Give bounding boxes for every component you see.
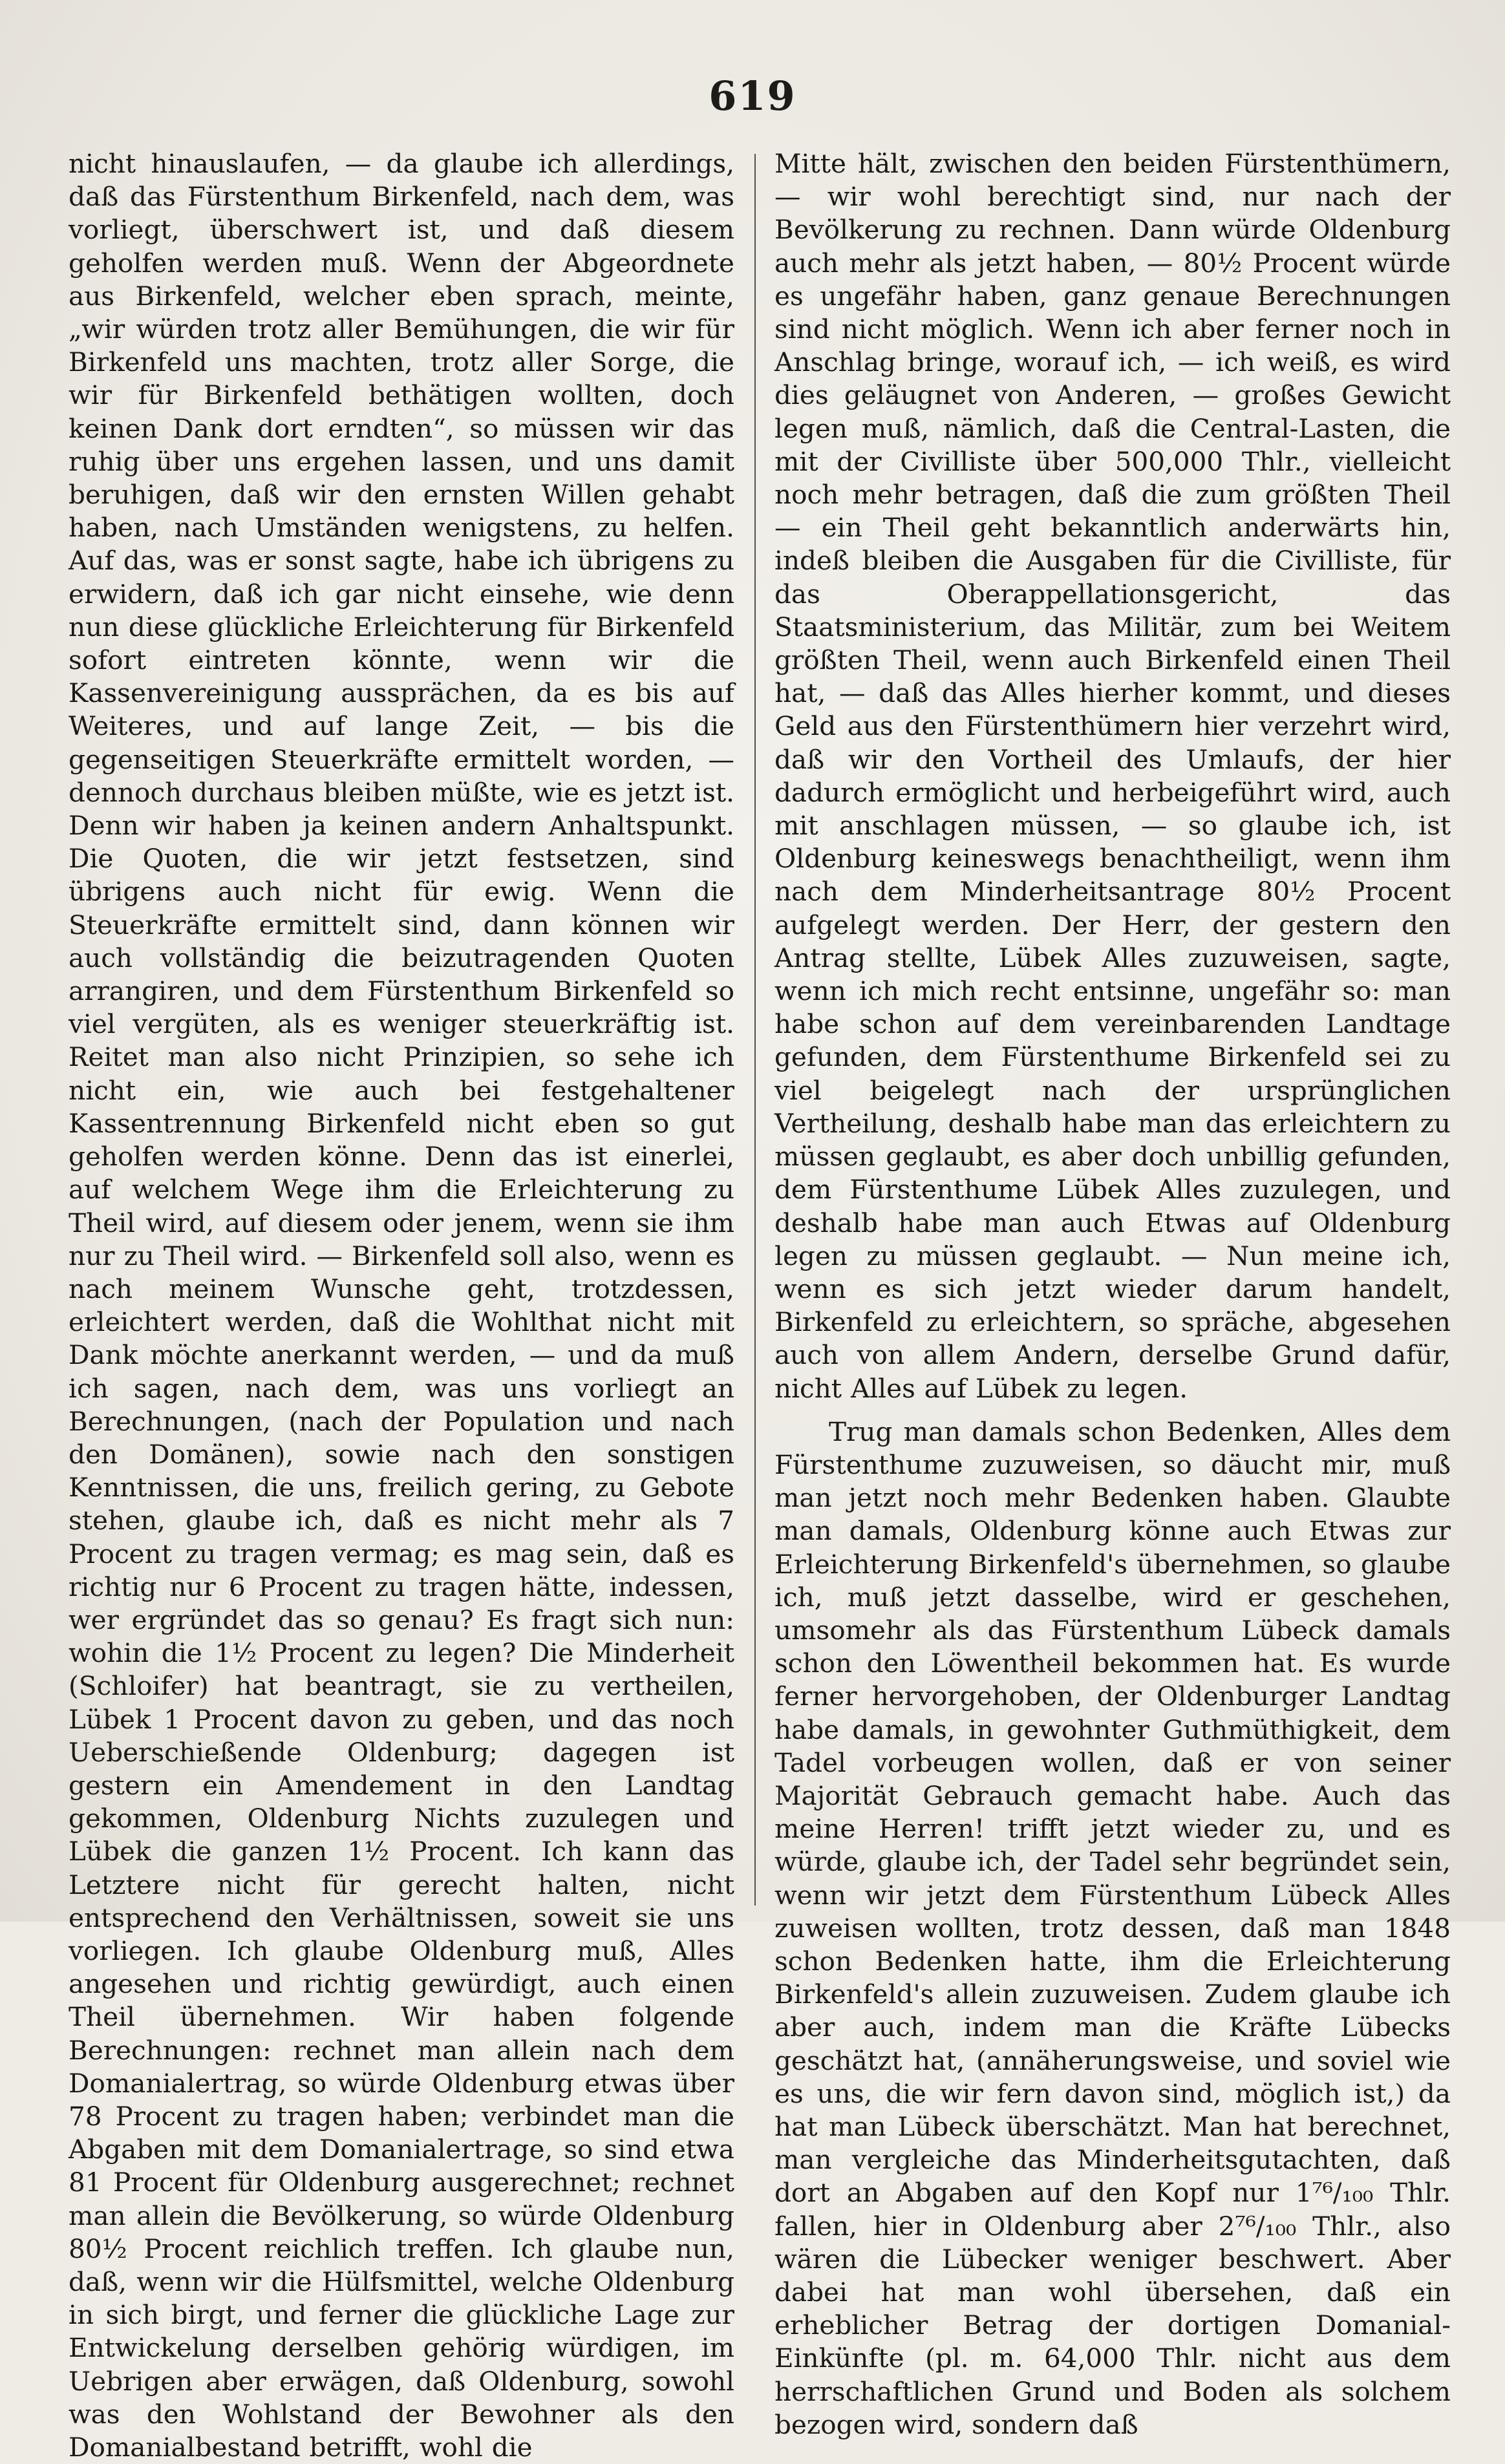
left-column xyxy=(69,147,734,2464)
right-column xyxy=(774,147,1451,2441)
right-paragraph-1: Mitte hält, zwischen den beiden Fürstenthümern, — wir wohl berechtigt sind, nur nach der Bevölkerung zu rechnen. Dann würde Oldenburg auch mehr als jetzt haben, — 80½ Procent würde es ungefähr haben, ganz genaue Berechnungen sind nicht möglich. Wenn ich aber ferner noch in Anschlag bringe, worauf ich, — ich weiß, es wird dies geläugnet von Anderen, — großes Gewicht legen muß, nämlich, daß die Central-Lasten, die mit der Civilliste über 500,000 Thlr., vielleicht noch mehr betragen, daß die zum größten Theil — ein Theil geht bekanntlich anderwärts hin, indeß bleiben die Ausgaben für die Civilliste, für das Oberappellationsgericht, das Staatsministerium, das Militär, zum bei Weitem größten Theil, wenn auch Birkenfeld einen Theil hat, — daß das Alles hierher kommt, und dieses Geld aus den Fürstenthümern hier verzehrt wird, daß wir den Vortheil des Umlaufs, der hier dadurch ermöglicht und herbeigeführt wird, auch mit anschlagen müssen, — so glaube ich, ist Oldenburg keineswegs benachtheiligt, wenn ihm nach dem Minderheitsantrage 80½ Procent aufgelegt werden. Der Herr, der gestern den Antrag stellte, Lübek Alles zuzuweisen, sagte, wenn ich mich recht entsinne, ungefähr so: man habe schon auf dem vereinbarenden Landtage gefunden, dem Fürstenthume Birkenfeld sei zu viel beigelegt nach der ursprünglichen Vertheilung, deshalb habe man das erleichtern zu müssen geglaubt, es aber doch unbillig gefunden, dem Fürstenthume Lübek Alles zuzulegen, und deshalb habe man auch Etwas auf Oldenburg legen zu müssen geglaubt. — Nun meine ich, wenn es sich jetzt wieder darum handelt, Birkenfeld zu erleichtern, so spräche, abgesehen auch von allem Andern, derselbe Grund dafür, nicht Alles auf Lübek zu legen. xyxy=(774,148,1451,1404)
left-paragraph-1: nicht hinauslaufen, — da glaube ich allerdings, daß das Fürstenthum Birkenfeld, nach dem, was vorliegt, überschwert ist, und daß diesem geholfen werden muß. Wenn der Abgeordnete aus Birkenfeld, welcher eben sprach, meinte, „wir würden trotz aller Bemühungen, die wir für Birkenfeld uns machten, trotz aller Sorge, die wir für Birkenfeld bethätigen wollten, doch keinen Dank dort erndten“, so müssen wir das ruhig über uns ergehen lassen, und uns damit beruhigen, daß wir den ernsten Willen gehabt haben, nach Umständen wenigstens, zu helfen. Auf das, was er sonst sagte, habe ich übrigens zu erwidern, daß ich gar nicht einsehe, wie denn nun diese glückliche Erleichterung für Birkenfeld sofort eintreten könnte, wenn wir die Kassenvereinigung aussprächen, da es bis auf Weiteres, und auf lange Zeit, — bis die gegenseitigen Steuerkräfte ermittelt worden, — dennoch durchaus bleiben müßte, wie es jetzt ist. Denn wir haben ja keinen andern Anhaltspunkt. Die Quoten, die wir jetzt festsetzen, sind übrigens auch nicht für ewig. Wenn die Steuerkräfte ermittelt sind, dann können wir auch vollständig die beizutragenden Quoten arrangiren, und dem Fürstenthum Birkenfeld so viel vergüten, als es weniger steuerkräftig ist. Reitet man also nicht Prinzipien, so sehe ich nicht ein, wie auch bei festgehaltener Kassentrennung Birkenfeld nicht eben so gut geholfen werden könne. Denn das ist einerlei, auf welchem Wege ihm die Erleichterung zu Theil wird, auf diesem oder jenem, wenn sie ihm nur zu Theil wird. — Birkenfeld soll also, wenn es nach meinem Wunsche geht, trotzdessen, erleichtert werden, daß die Wohlthat nicht mit Dank möchte anerkannt werden, — und da muß ich sagen, nach dem, was uns vorliegt an Berechnungen, (nach der Population und nach den Domänen), sowie nach den sonstigen Kenntnissen, die uns, freilich gering, zu Gebote stehen, glaube ich, daß es nicht mehr als 7 Procent zu tragen vermag; es mag sein, daß es richtig nur 6 Procent zu tragen hätte, indessen, wer ergründet das so genau? Es fragt sich nun: wohin die 1½ Procent zu legen? Die Minderheit (Schloifer) hat beantragt, sie zu vertheilen, Lübek 1 Procent davon zu geben, und das noch Ueberschießende Oldenburg; dagegen ist gestern ein Amendement in den Landtag gekommen, Oldenburg Nichts zuzulegen und Lübek die ganzen 1½ Procent. Ich kann das Letztere nicht für gerecht halten, nicht entsprechend den Verhältnissen, soweit sie uns vorliegen. Ich glaube Oldenburg muß, Alles angesehen und richtig gewürdigt, auch einen Theil übernehmen. Wir haben folgende Berechnungen: rechnet man allein nach dem Domanialertrag, so würde Oldenburg etwas über 78 Procent zu tragen haben; verbindet man die Abgaben mit dem Domanialertrage, so sind etwa 81 Procent für Oldenburg ausgerechnet; rechnet man allein die Bevölkerung, so würde Oldenburg 80½ Procent reichlich treffen. Ich glaube nun, daß, wenn wir die Hülfsmittel, welche Oldenburg in sich birgt, und ferner die glückliche Lage zur Entwickelung derselben gehörig würdigen, im Uebrigen aber erwägen, daß Oldenburg, sowohl was den Wohlstand der Bewohner als den Domanialbestand betrifft, wohl die xyxy=(69,148,734,2463)
page-number: 619 xyxy=(709,72,796,120)
column-divider xyxy=(754,154,756,1906)
right-paragraph-2: Trug man damals schon Bedenken, Alles dem Fürstenthume zuzuweisen, so däucht mir, muß man jetzt noch mehr Bedenken haben. Glaubte man damals, Oldenburg könne auch Etwas zur Erleichterung Birkenfeld's übernehmen, so glaube ich, muß jetzt dasselbe, wird er geschehen, umsomehr als das Fürstenthum Lübeck damals schon den Löwentheil bekommen hat. Es wurde ferner hervorgehoben, der Oldenburger Landtag habe damals, in gewohnter Guthmüthigkeit, dem Tadel vorbeugen wollen, daß er von seiner Majorität Gebrauch gemacht habe. Auch das meine Herren! trifft jetzt wieder zu, und es würde, glaube ich, der Tadel sehr begründet sein, wenn wir jetzt dem Fürstenthum Lübeck Alles zuweisen wollten, trotz dessen, daß man 1848 schon Bedenken hatte, ihm die Erleichterung Birkenfeld's allein zuzuweisen. Zudem glaube ich aber auch, indem man die Kräfte Lübecks geschätzt hat, (annäherungsweise, und soviel wie es uns, die wir fern davon sind, möglich ist,) da hat man Lübeck überschätzt. Man hat berechnet, man vergleiche das Minderheitsgutachten, daß dort an Abgaben auf den Kopf nur 1⁷⁶/₁₀₀ Thlr. fallen, hier in Oldenburg aber 2⁷⁶/₁₀₀ Thlr., also wären die Lübecker weniger beschwert. Aber dabei hat man wohl übersehen, daß ein erheblicher Betrag der dortigen Domanial-Einkünfte (pl. m. 64,000 Thlr. nicht aus dem herrschaftlichen Grund und Boden als solchem bezogen wird, sondern daß xyxy=(774,1416,1451,2440)
